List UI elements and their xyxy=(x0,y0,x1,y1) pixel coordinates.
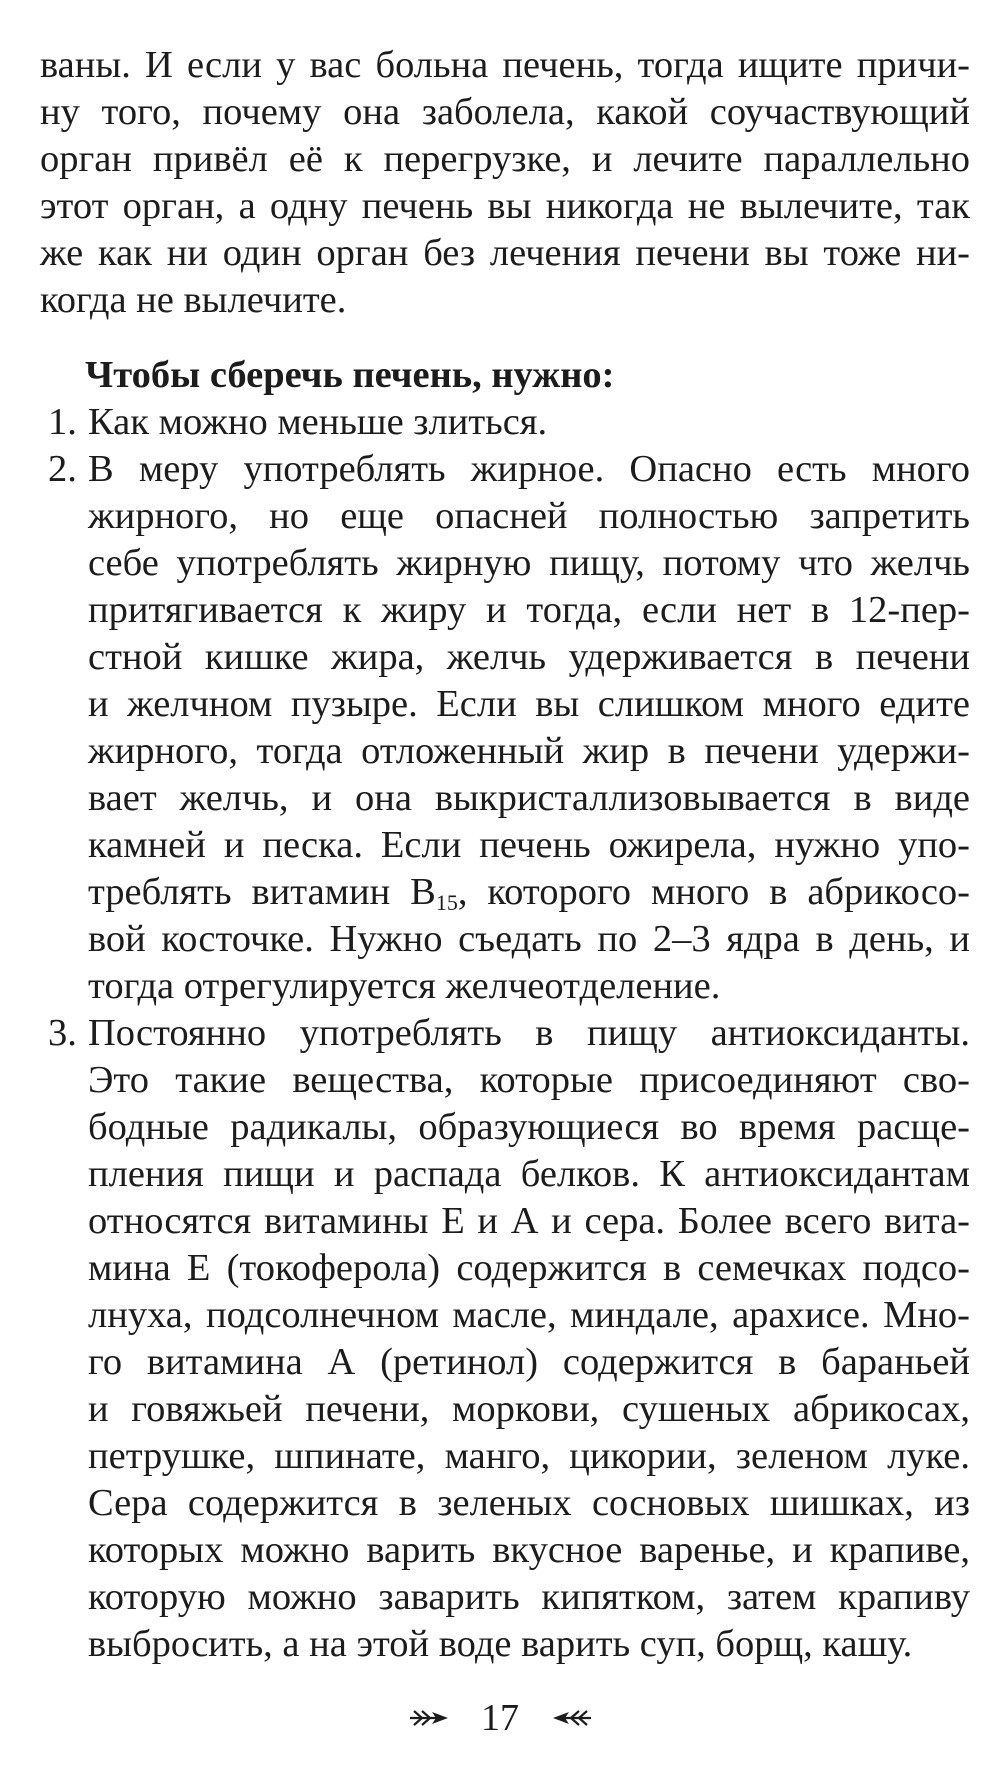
list-item-line: пления пищи и распада белков. К антиоксидантам xyxy=(88,1153,970,1195)
list-item-line: относятся витамины Е и А и сера. Более всего вита- xyxy=(88,1200,970,1242)
list-item-line: лнуха, подсолнечном масле, миндале, арахисе. Мно- xyxy=(88,1294,970,1336)
list-item-line: себе употреблять жирную пищу, потому что желчь xyxy=(88,542,970,584)
intro-line: когда не вылечите. xyxy=(40,279,347,321)
vitamin-subscript: 15 xyxy=(435,890,458,915)
intro-line: ваны. И если у вас больна печень, тогда ищите причи- xyxy=(40,44,970,86)
vitamin-text-after: , которого много в абрикосо- xyxy=(457,871,970,913)
list-item-line: петрушке, шпинате, манго, цикории, зеленом луке. xyxy=(88,1435,970,1477)
list-item-line: которых можно варить вкусное варенье, и крапиве, xyxy=(88,1529,970,1571)
list-item-line: бодные радикалы, образующиеся во время расще- xyxy=(88,1106,970,1148)
page-number: 17 xyxy=(481,1696,519,1739)
list-item-line: Это такие вещества, которые присоединяют сво- xyxy=(88,1059,970,1101)
intro-paragraph xyxy=(40,42,970,324)
list-item-line: мина Е (токоферола) содержится в семечках подсо- xyxy=(88,1247,970,1289)
list-item-line: камней и песка. Если печень ожирела, нужно упо- xyxy=(88,824,970,866)
list-item-line: жирного, но еще опасней полностью запретить xyxy=(88,495,970,537)
vitamin-text-before: треблять витамин B xyxy=(88,871,436,913)
list-item-line: го витамина А (ретинол) содержится в бараньей xyxy=(88,1341,970,1383)
list-item-line-vitamin xyxy=(88,869,970,916)
list-item-number: 1. xyxy=(48,401,77,443)
list-item-line: Сера содержится в зеленых сосновых шишках, из xyxy=(88,1482,970,1524)
list-item-line: жирного, тогда отложенный жир в печени удержи- xyxy=(88,730,970,772)
list-item xyxy=(40,1010,970,1668)
list-item-line: стной кишке жира, желчь удерживается в печени xyxy=(88,636,970,678)
left-ornament-icon xyxy=(408,1707,452,1729)
list-item xyxy=(40,446,970,1010)
list-item-number: 3. xyxy=(48,1012,77,1054)
list-item-line: выбросить, а на этой воде варить суп, борщ, кашу. xyxy=(88,1623,913,1665)
list-item-number: 2. xyxy=(48,448,77,490)
numbered-list xyxy=(40,399,970,1668)
list-item-line: и желчном пузыре. Если вы слишком много едите xyxy=(88,683,970,725)
list-item-line: которую можно заварить кипятком, затем крапиву xyxy=(88,1576,970,1618)
list-item-line: В меру употреблять жирное. Опасно есть много xyxy=(88,448,970,490)
list-item-line: и говяжьей печени, моркови, сушеных абрикосах, xyxy=(88,1388,970,1430)
list-item-line: Как можно меньше злиться. xyxy=(88,401,548,443)
list-item-line: вает желчь, и она выкристаллизовывается в виде xyxy=(88,777,970,819)
list-item-line: Постоянно употреблять в пищу антиоксиданты. xyxy=(88,1012,970,1054)
page-footer xyxy=(0,1692,1000,1742)
intro-line: же как ни один орган без лечения печени вы тоже ни- xyxy=(40,232,970,274)
list-item xyxy=(40,399,970,446)
section-heading: Чтобы сберечь печень, нужно: xyxy=(85,354,615,396)
intro-line: ну того, почему она заболела, какой соучаствующий xyxy=(40,91,970,133)
intro-line: орган привёл её к перегрузке, и лечите параллельно xyxy=(40,138,970,180)
list-item-line: вой косточке. Нужно съедать по 2–3 ядра в день, и xyxy=(88,918,970,960)
intro-line: этот орган, а одну печень вы никогда не вылечите, так xyxy=(40,185,970,227)
list-item-line: тогда отрегулируется желчеотделение. xyxy=(88,965,721,1007)
right-ornament-icon xyxy=(549,1707,593,1729)
list-item-line: притягивается к жиру и тогда, если нет в 12-пер- xyxy=(88,589,970,631)
